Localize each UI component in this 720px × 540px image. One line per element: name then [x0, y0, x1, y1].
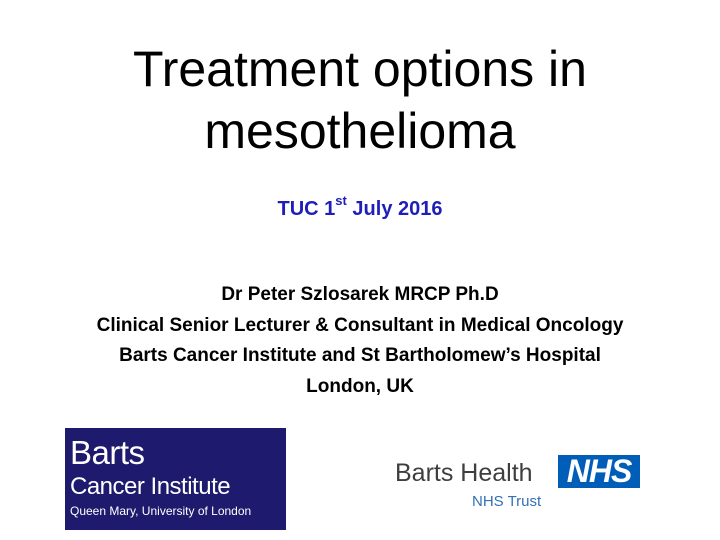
- author-line-4: London, UK: [306, 375, 414, 397]
- event-suffix: July 2016: [346, 198, 443, 220]
- event-line: [0, 193, 720, 221]
- title-line-1: Treatment options in: [133, 41, 587, 97]
- bci-logo-line-2: Cancer Institute: [70, 473, 231, 500]
- bci-logo-line-1: Barts: [70, 434, 145, 471]
- event-prefix: TUC 1: [277, 198, 336, 220]
- author-line-2: Clinical Senior Lecturer & Consultant in Medical Oncology: [96, 314, 624, 336]
- barts-health-nhs-logo: [395, 455, 645, 515]
- author-line-1: Dr Peter Szlosarek MRCP Ph.D: [221, 284, 499, 305]
- nhs-trust-label: NHS Trust: [472, 493, 542, 510]
- title-line-2: mesothelioma: [204, 103, 516, 159]
- event-superscript: st: [335, 193, 347, 209]
- barts-health-name: Barts Health: [395, 459, 533, 487]
- barts-cancer-institute-logo: [65, 428, 286, 530]
- author-line-3: Barts Cancer Institute and St Bartholomew’s Hospital: [119, 345, 601, 366]
- slide-title: [0, 38, 720, 162]
- nhs-badge: NHS: [558, 455, 640, 488]
- author-block: [0, 280, 720, 402]
- bci-logo-line-3: Queen Mary, University of London: [70, 504, 252, 518]
